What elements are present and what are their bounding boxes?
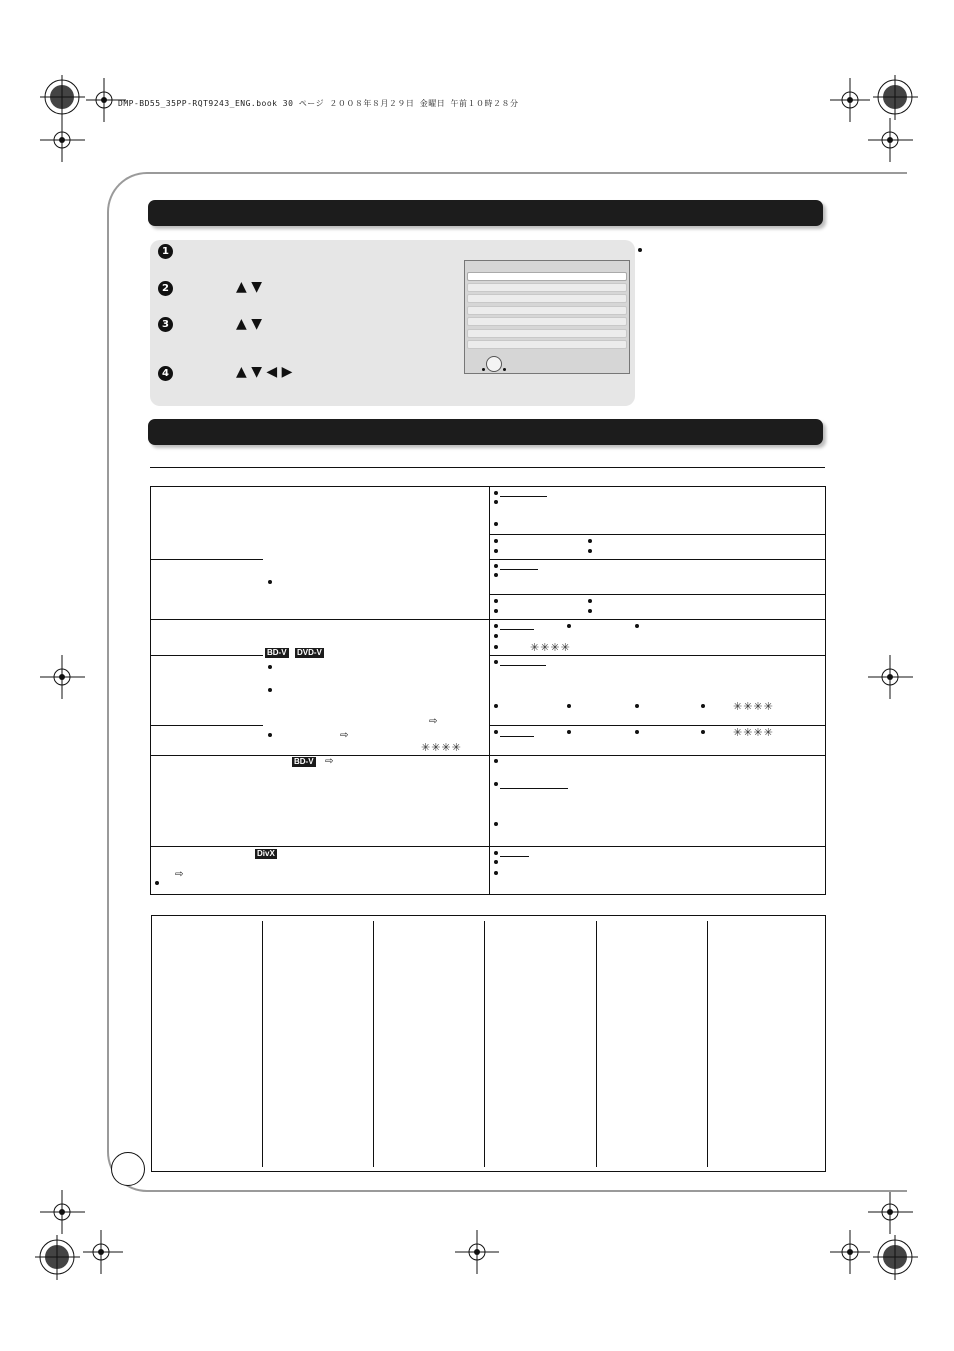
bullet-dot bbox=[482, 368, 485, 371]
menu-row bbox=[467, 329, 627, 338]
row-divider bbox=[150, 846, 826, 847]
registration-mark-icon bbox=[873, 1235, 918, 1280]
bullet-dot bbox=[638, 248, 642, 252]
reference-arrow-icon: ⇨ bbox=[340, 730, 349, 741]
bullet-dot bbox=[494, 704, 498, 708]
row-divider bbox=[489, 534, 826, 535]
bullet-dot bbox=[588, 549, 592, 553]
registration-mark-icon bbox=[830, 1230, 870, 1274]
registration-mark-icon bbox=[35, 1235, 80, 1280]
menu-row bbox=[467, 294, 627, 303]
step-number-3: 3 bbox=[158, 317, 173, 332]
row-divider bbox=[489, 725, 826, 726]
registration-mark-icon bbox=[40, 1190, 85, 1234]
row-divider bbox=[150, 559, 263, 560]
bullet-dot bbox=[567, 704, 571, 708]
bullet-dot bbox=[494, 782, 498, 786]
bullet-dot bbox=[588, 599, 592, 603]
default-underline bbox=[500, 569, 538, 570]
table-column-divider bbox=[262, 921, 263, 1167]
bullet-dot bbox=[494, 822, 498, 826]
stars-placeholder: ✳✳✳✳ bbox=[733, 700, 774, 713]
bullet-dot bbox=[155, 881, 159, 885]
bullet-dot bbox=[701, 704, 705, 708]
registration-mark-icon bbox=[830, 78, 870, 122]
bullet-dot bbox=[588, 539, 592, 543]
up-down-arrows-icon: ▲ ▼ bbox=[236, 316, 262, 332]
stars-placeholder: ✳✳✳✳ bbox=[733, 726, 774, 739]
registration-mark-icon bbox=[873, 75, 918, 120]
direction-arrows-icon: ▲ ▼ ◀ ▶ bbox=[236, 364, 293, 380]
remote-dial-icon bbox=[486, 356, 502, 372]
table-column-divider bbox=[484, 921, 485, 1167]
step-number-2: 2 bbox=[158, 281, 173, 296]
registration-mark-icon bbox=[868, 1190, 913, 1234]
bullet-dot bbox=[588, 609, 592, 613]
row-divider bbox=[489, 655, 826, 656]
bullet-dot bbox=[494, 634, 498, 638]
registration-mark-icon bbox=[455, 1230, 499, 1274]
row-divider bbox=[150, 619, 826, 620]
registration-mark-icon bbox=[86, 78, 126, 122]
up-down-arrows-icon: ▲ ▼ bbox=[236, 279, 262, 295]
bullet-dot bbox=[494, 539, 498, 543]
default-underline bbox=[500, 856, 529, 857]
bd-video-badge: BD-V bbox=[294, 757, 314, 766]
section-heading-bar-2 bbox=[148, 419, 823, 445]
dvd-video-badge: DVD-V bbox=[297, 648, 322, 657]
section-rule bbox=[150, 467, 825, 468]
row-divider bbox=[150, 655, 263, 656]
row-divider bbox=[150, 755, 826, 756]
row-divider bbox=[489, 594, 826, 595]
bullet-dot bbox=[494, 573, 498, 577]
bullet-dot bbox=[494, 522, 498, 526]
table-column-divider bbox=[489, 486, 490, 895]
menu-row bbox=[467, 317, 627, 326]
registration-mark-icon bbox=[83, 1230, 123, 1274]
reference-arrow-icon: ⇨ bbox=[325, 756, 334, 767]
bullet-dot bbox=[268, 665, 272, 669]
registration-mark-icon bbox=[40, 75, 85, 120]
bullet-dot bbox=[494, 645, 498, 649]
table-column-divider bbox=[373, 921, 374, 1167]
bullet-dot bbox=[635, 624, 639, 628]
bullet-dot bbox=[494, 851, 498, 855]
bullet-dot bbox=[494, 599, 498, 603]
row-divider bbox=[489, 559, 826, 560]
bullet-dot bbox=[494, 549, 498, 553]
menu-row-selected bbox=[467, 272, 627, 281]
menu-row bbox=[467, 340, 627, 349]
default-underline bbox=[500, 736, 534, 737]
bullet-dot bbox=[494, 609, 498, 613]
divx-badge: DivX bbox=[257, 849, 275, 858]
bullet-dot bbox=[635, 730, 639, 734]
table-column-divider bbox=[596, 921, 597, 1167]
reference-arrow-icon: ⇨ bbox=[175, 869, 184, 880]
bullet-dot bbox=[494, 730, 498, 734]
bd-video-badge: BD-V bbox=[267, 648, 287, 657]
language-code-table bbox=[151, 915, 826, 1172]
bullet-dot bbox=[268, 688, 272, 692]
stars-placeholder: ✳✳✳✳ bbox=[530, 641, 571, 654]
bullet-dot bbox=[494, 500, 498, 504]
bullet-dot bbox=[567, 730, 571, 734]
registration-mark-icon bbox=[40, 655, 85, 699]
bullet-dot bbox=[494, 624, 498, 628]
page-number-circle bbox=[111, 1152, 145, 1186]
bullet-dot bbox=[494, 564, 498, 568]
row-divider bbox=[150, 725, 263, 726]
bullet-dot bbox=[494, 660, 498, 664]
file-header-line: DMP-BD55_35PP-RQT9243_ENG.book 30 ページ ２００８年８月２９日 金曜日 午前１０時２８分 bbox=[118, 99, 519, 108]
reference-arrow-icon: ⇨ bbox=[429, 716, 438, 727]
default-underline bbox=[500, 665, 546, 666]
registration-mark-icon bbox=[40, 118, 85, 162]
section-heading-bar-1 bbox=[148, 200, 823, 226]
menu-row bbox=[467, 306, 627, 315]
default-underline bbox=[500, 496, 547, 497]
default-underline bbox=[500, 629, 534, 630]
stars-placeholder: ✳✳✳✳ bbox=[421, 741, 462, 754]
bullet-dot bbox=[494, 759, 498, 763]
menu-row bbox=[467, 283, 627, 292]
bullet-dot bbox=[701, 730, 705, 734]
step-number-1: 1 bbox=[158, 244, 173, 259]
bullet-dot bbox=[494, 491, 498, 495]
bullet-dot bbox=[268, 580, 272, 584]
bullet-dot bbox=[567, 624, 571, 628]
bullet-dot bbox=[635, 704, 639, 708]
bullet-dot bbox=[503, 368, 506, 371]
bullet-dot bbox=[494, 871, 498, 875]
settings-table bbox=[150, 486, 826, 895]
bullet-dot bbox=[268, 733, 272, 737]
default-underline bbox=[500, 788, 568, 789]
table-column-divider bbox=[707, 921, 708, 1167]
step-number-4: 4 bbox=[158, 366, 173, 381]
registration-mark-icon bbox=[868, 118, 913, 162]
bullet-dot bbox=[494, 860, 498, 864]
